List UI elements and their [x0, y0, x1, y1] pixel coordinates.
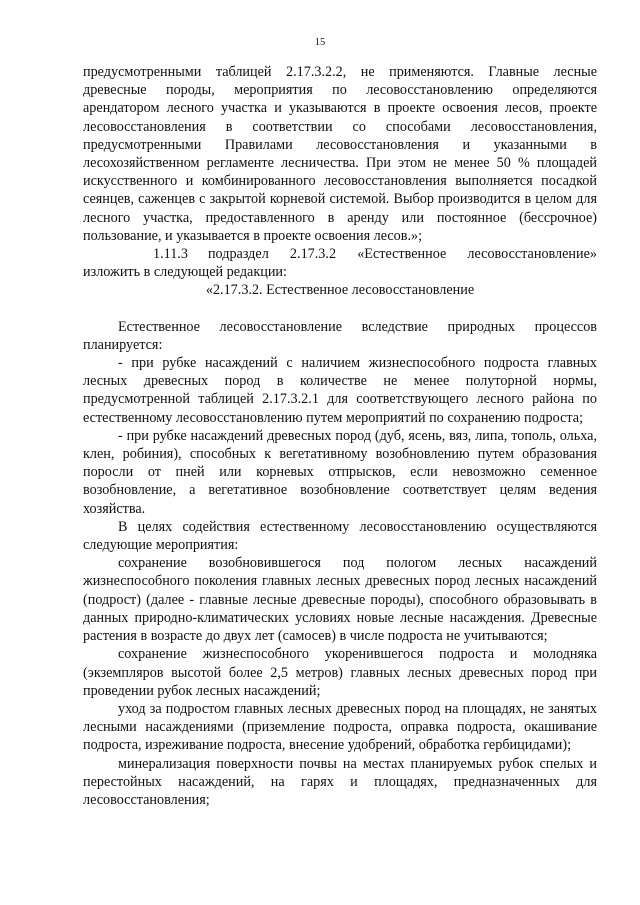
page-number: 15 [314, 37, 326, 48]
item-number: 1.11.3 [153, 246, 188, 263]
blank-line [83, 300, 597, 318]
paragraph-continuation: предусмотренными таблицей 2.17.3.2.2, не применяются. Главные лесные древесные породы, мероприятия по лесовосстановлению определяются арендатором лесного участка и указываются в проекте освоения лесов, проекте лесовосстановления в соответствии со способами лесовосстановления, предусмотренными Правилами лесовосстановления и указанными в лесохозяйственном регламенте лесничества. При этом не менее 50 % площадей искусственного и комбинированного лесовосстановления выполняется посадкой сеянцев, саженцев с закрытой корневой системой. Выбор производится в целом для лесного участка, предоставленного в аренду или постоянное (бессрочное) пользование, и указывается в проекте освоения лесов.»; [83, 64, 597, 244]
section-heading: «2.17.3.2. Естественное лесовосстановление [205, 282, 475, 299]
paragraph-intro: Естественное лесовосстановление вследствие природных процессов планируется: [83, 318, 597, 353]
measure-item: сохранение жизнеспособного укоренившегося подроста и молодняка (экземпляров высотой более 2,5 метров) главных лесных древесных пород при проведении рубок лесных насаждений; [83, 646, 597, 699]
measure-item: сохранение возобновившегося под пологом лесных насаждений жизнеспособного поколения главных лесных древесных пород лесных насаждений (подрост) (далее - главные лесные древесные породы), способного образовывать в данных природно-климатических условиях новые лесные насаждения. Древесные растения в возрасте до двух лет (самосев) в числе подроста не учитываются; [83, 555, 597, 645]
measure-item: минерализация поверхности почвы на местах планируемых рубок спелых и перестойных насаждений, на гарях и площадях, предназначенных для лесовосстановления; [83, 755, 597, 808]
item-text: подраздел 2.17.3.2 «Естественное лесовосстановление» изложить в следующей редакции: [83, 246, 597, 281]
measure-item: уход за подростом главных лесных древесных пород на площадях, не занятых лесными насаждениями (приземление подроста, оправка подроста, окашивание подроста, изреживание подроста, внесение удобрений, обработка гербицидами); [83, 700, 597, 754]
list-item-dash: - при рубке насаждений с наличием жизнеспособного подроста главных лесных древесных пород в количестве не менее полуторной нормы, предусмотренной таблицей 2.17.3.2.1 для соответствующего лесного района по естественному лесовосстановлению путем мероприятий по сохранению подроста; [83, 355, 597, 426]
paragraph-amendment-item [83, 245, 597, 281]
document-body [83, 63, 597, 809]
paragraph-measures-intro: В целях содействия естественному лесовосстановлению осуществляются следующие мероприятия: [83, 518, 597, 554]
list-item-dash: - при рубке насаждений древесных пород (дуб, ясень, вяз, липа, тополь, ольха, клен, робиния), способных к вегетативному возобновлению путем образования поросли от пней или корневых отпрысков, если невозможно семенное возобновление, а вегетативное возобновление соответствует целям ведения хозяйства. [83, 427, 597, 517]
